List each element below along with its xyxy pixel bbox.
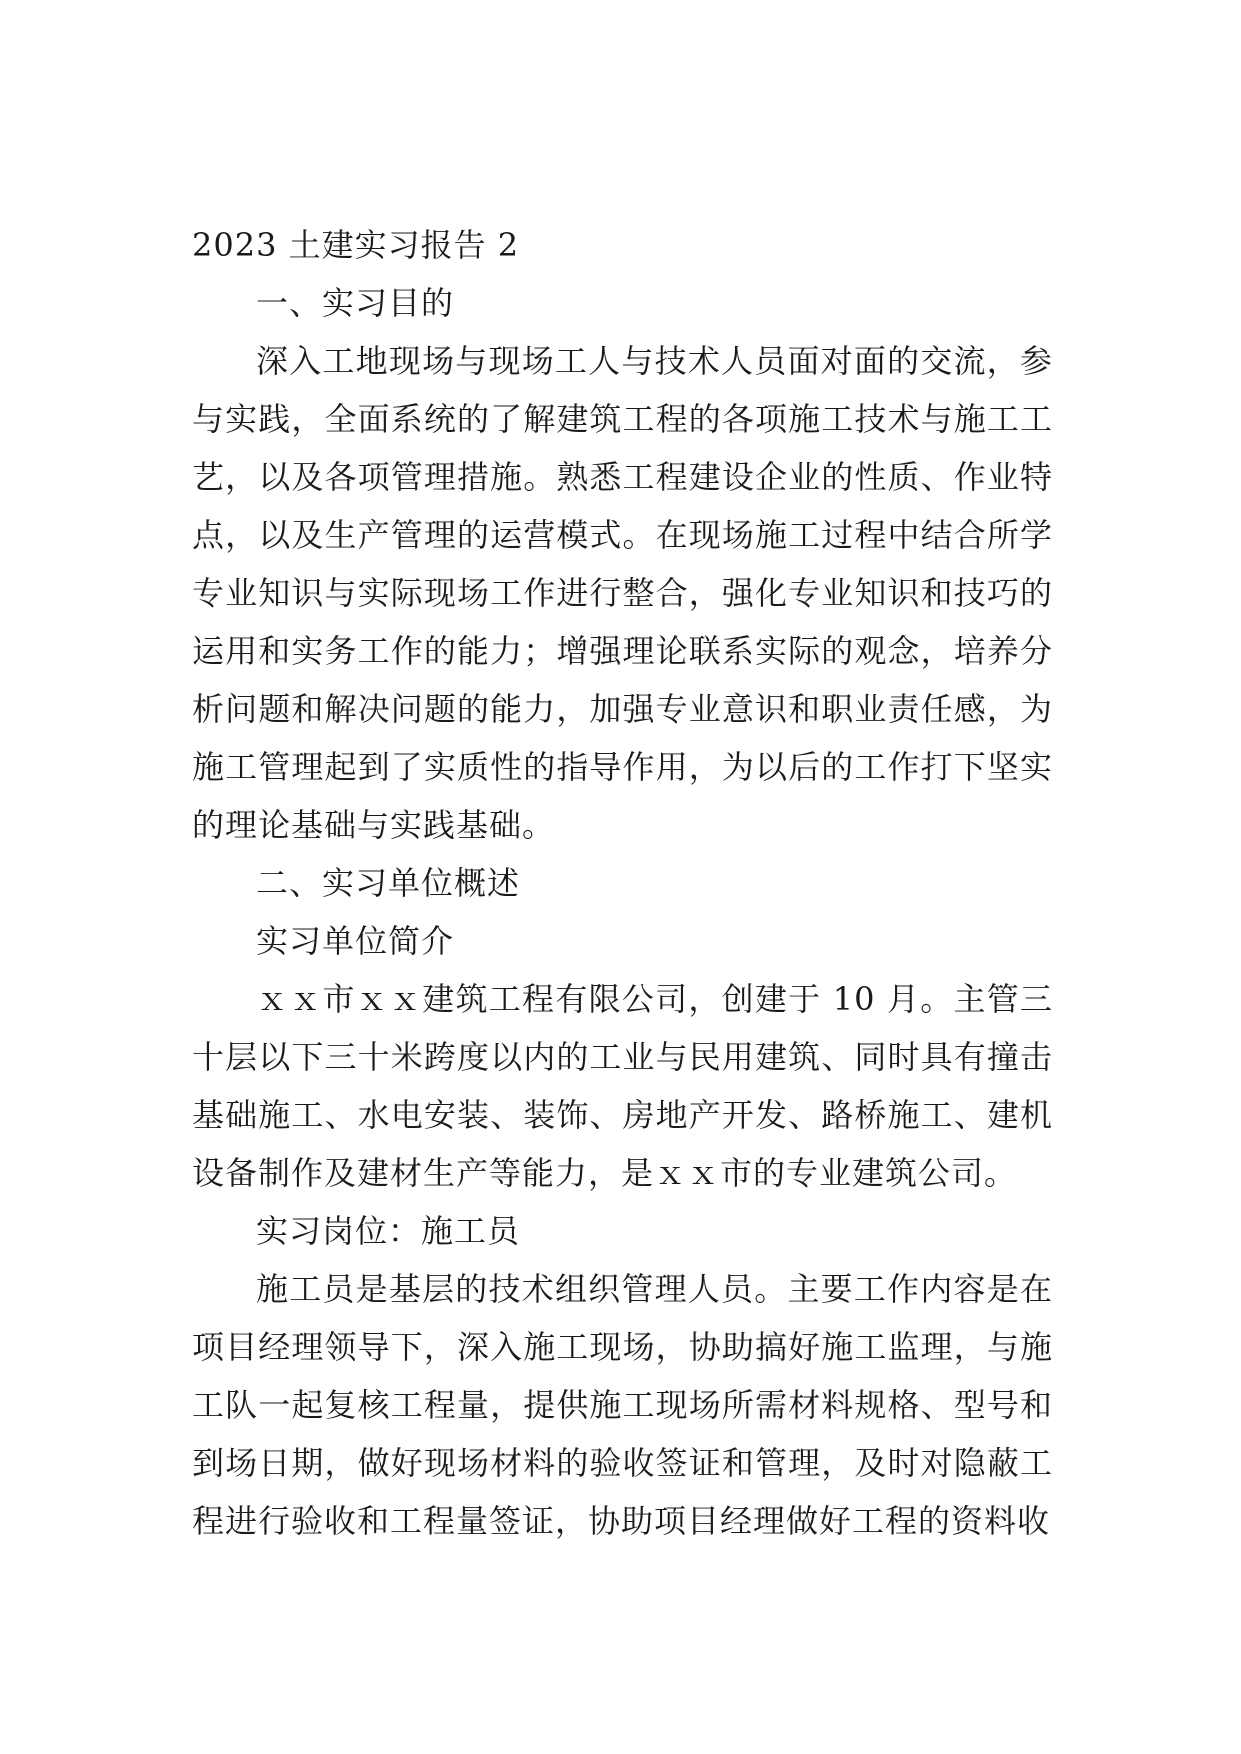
section-heading-unit-overview: 二、实习单位概述 [256,864,521,902]
paragraph-position-duties: 施工员是基层的技术组织管理人员。主要工作内容是在项目经理领导下，深入施工现场，协助搞好施工监理，与施工队一起复核工程量，提供施工现场所需材料规格、型号和到场日期，做好现场材料的验收签证和管理，及时对隐蔽工程进行验收和工程量签证，协助项目经理做好工程的资料收 [192,1270,1053,1540]
document-title: 2023 土建实习报告 2 [192,226,520,264]
paragraph-company-intro: ｘｘ市ｘｘ建筑工程有限公司，创建于 10 月。主管三十层以下三十米跨度以内的工业与民用建筑、同时具有撞击基础施工、水电安装、装饰、房地产开发、路桥施工、建机设备制作及建材生产等能力，是ｘｘ市的专业建筑公司。 [192,980,1053,1192]
document-body [192,216,1053,1550]
paragraph-purpose: 深入工地现场与现场工人与技术人员面对面的交流，参与实践，全面系统的了解建筑工程的各项施工技术与施工工艺，以及各项管理措施。熟悉工程建设企业的性质、作业特点，以及生产管理的运营模式。在现场施工过程中结合所学专业知识与实际现场工作进行整合，强化专业知识和技巧的运用和实务工作的能力；增强理论联系实际的观念，培养分析问题和解决问题的能力，加强专业意识和职业责任感，为施工管理起到了实质性的指导作用，为以后的工作打下坚实的理论基础与实践基础。 [192,342,1053,844]
subsection-heading-unit-intro: 实习单位简介 [256,922,455,960]
subsection-heading-position: 实习岗位：施工员 [256,1212,521,1250]
section-heading-purpose: 一、实习目的 [256,284,455,322]
